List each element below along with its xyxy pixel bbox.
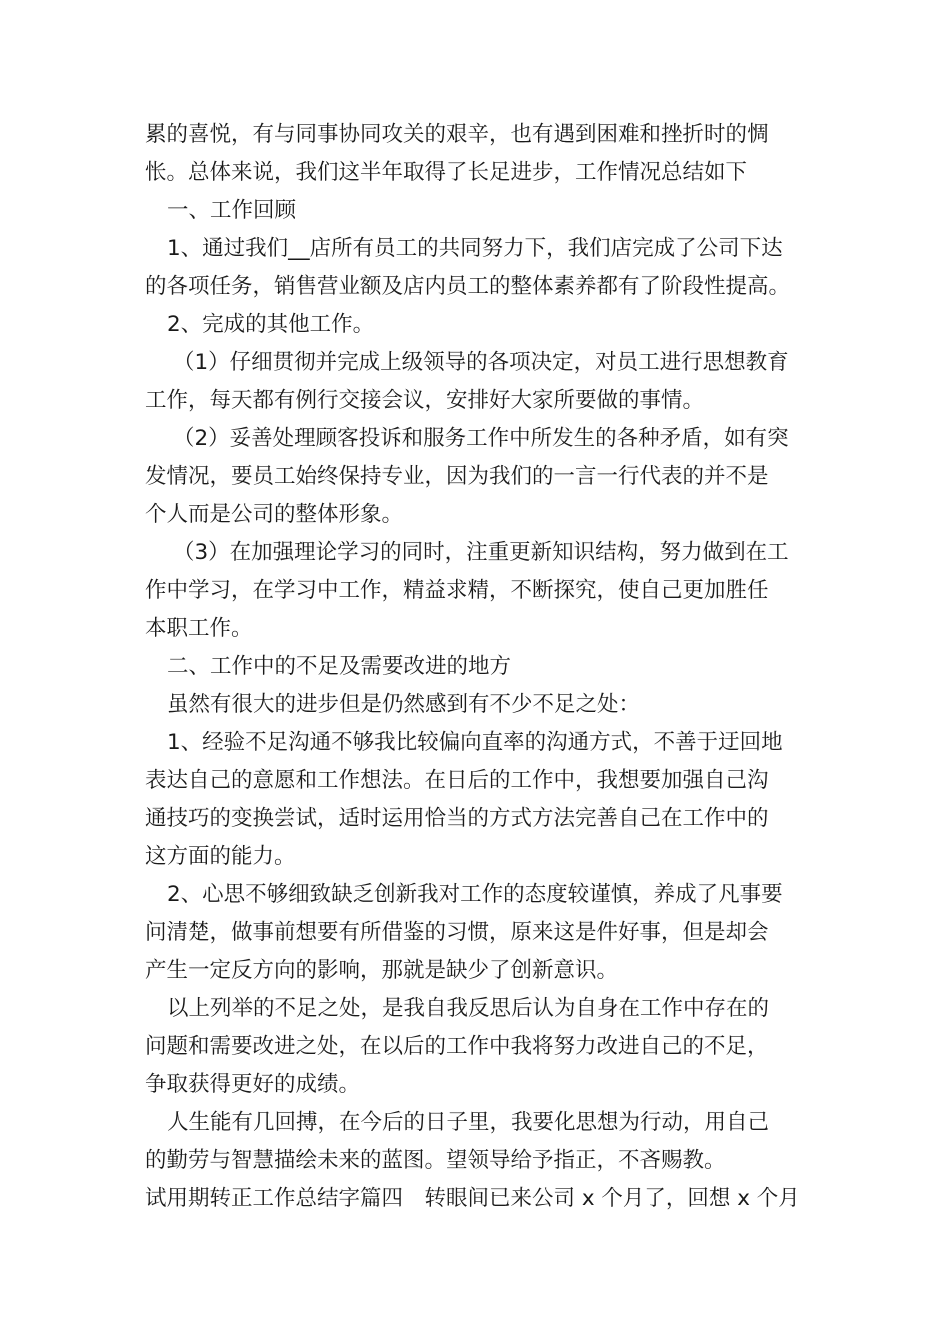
text-line: 争取获得更好的成绩。	[145, 1072, 361, 1097]
document-body	[145, 116, 810, 1218]
text-line: 1、经验不足沟通不够我比较偏向直率的沟通方式，不善于迂回地	[167, 730, 783, 755]
text-line: 累的喜悦，有与同事协同攻关的艰辛，也有遇到困难和挫折时的惆	[145, 122, 769, 147]
text-line: 以上列举的不足之处，是我自我反思后认为自身在工作中存在的	[167, 996, 770, 1021]
text-line: 问题和需要改进之处，在以后的工作中我将努力改进自己的不足，	[145, 1034, 769, 1059]
text-line: 个人而是公司的整体形象。	[145, 502, 404, 527]
text-line: （2）妥善处理顾客投诉和服务工作中所发生的各种矛盾，如有突	[173, 426, 789, 451]
text-line: 问清楚，做事前想要有所借鉴的习惯，原来这是件好事，但是却会	[145, 920, 769, 945]
text-line: 人生能有几回搏，在今后的日子里，我要化思想为行动，用自己	[167, 1110, 770, 1135]
text-line: 虽然有很大的进步但是仍然感到有不少不足之处：	[167, 692, 641, 717]
text-line: 2、完成的其他工作。	[167, 312, 375, 337]
text-line: 这方面的能力。	[145, 844, 296, 869]
text-line: 试用期转正工作总结字篇四 转眼间已来公司 x 个月了，回想 x 个月	[145, 1186, 800, 1211]
text-line: （3）在加强理论学习的同时，注重更新知识结构，努力做到在工	[173, 540, 789, 565]
text-line: （1）仔细贯彻并完成上级领导的各项决定，对员工进行思想教育	[173, 350, 789, 375]
text-line: 1、通过我们__店所有员工的共同努力下，我们店完成了公司下达	[167, 236, 783, 261]
text-line: 2、心思不够细致缺乏创新我对工作的态度较谨慎，养成了凡事要	[167, 882, 783, 907]
text-line: 工作，每天都有例行交接会议，安排好大家所要做的事情。	[145, 388, 705, 413]
text-line: 的勤劳与智慧描绘未来的蓝图。望领导给予指正，不吝赐教。	[145, 1148, 726, 1173]
text-line: 本职工作。	[145, 616, 253, 641]
text-line: 产生一定反方向的影响，那就是缺少了创新意识。	[145, 958, 619, 983]
text-line: 表达自己的意愿和工作想法。在日后的工作中，我想要加强自己沟	[145, 768, 769, 793]
text-line: 的各项任务，销售营业额及店内员工的整体素养都有了阶段性提高。	[145, 274, 791, 299]
text-line: 作中学习，在学习中工作，精益求精，不断探究，使自己更加胜任	[145, 578, 769, 603]
text-line: 通技巧的变换尝试，适时运用恰当的方式方法完善自己在工作中的	[145, 806, 769, 831]
text-line: 发情况，要员工始终保持专业，因为我们的一言一行代表的并不是	[145, 464, 769, 489]
section-heading: 一、工作回顾	[167, 198, 297, 223]
section-heading: 二、工作中的不足及需要改进的地方	[167, 654, 512, 679]
text-line: 怅。总体来说，我们这半年取得了长足进步，工作情况总结如下	[145, 160, 748, 185]
